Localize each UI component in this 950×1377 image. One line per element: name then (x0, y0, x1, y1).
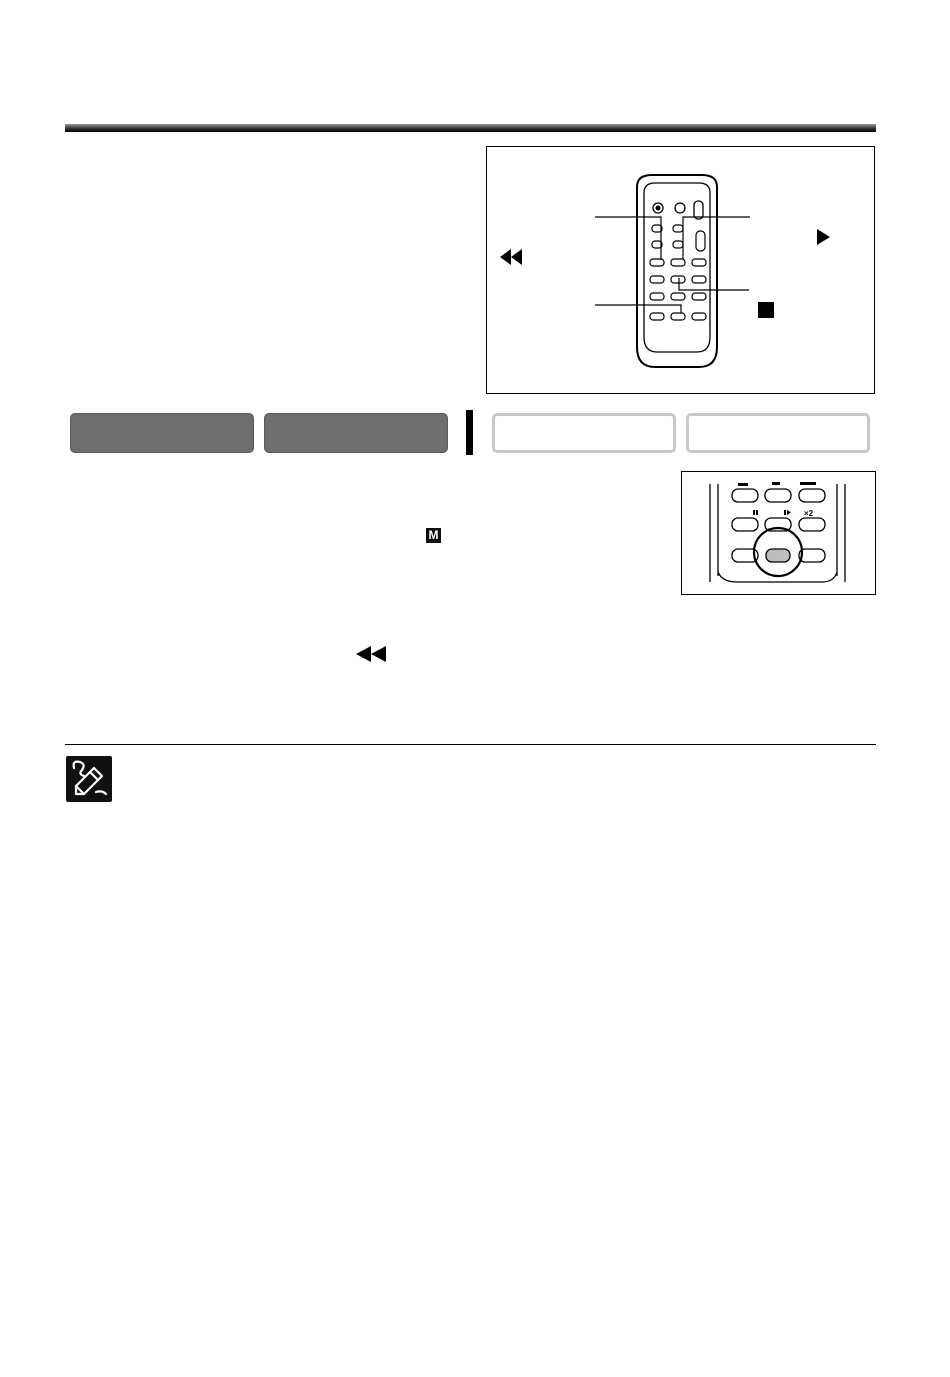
remote-detail-illustration (682, 472, 876, 595)
mode-tab-3[interactable] (492, 413, 676, 453)
remote-control-figure (486, 146, 875, 394)
title-bar (65, 124, 876, 132)
play-icon (817, 229, 830, 245)
rewind-icon (355, 645, 389, 663)
manual-mode-icon: M (426, 528, 441, 543)
highlighted-remote-button (766, 549, 790, 562)
mode-tab-4[interactable] (686, 413, 870, 453)
mode-separator (466, 410, 473, 455)
note-pencil-icon (66, 756, 112, 802)
speed-x2-label: ×2 (804, 509, 814, 518)
mode-tab-1[interactable] (70, 413, 254, 453)
remote-control-illustration (487, 147, 876, 395)
note-divider (65, 744, 876, 745)
rewind-icon (500, 249, 522, 265)
mode-tab-2[interactable] (264, 413, 448, 453)
remote-detail-figure (681, 471, 876, 595)
stop-icon (758, 302, 774, 318)
